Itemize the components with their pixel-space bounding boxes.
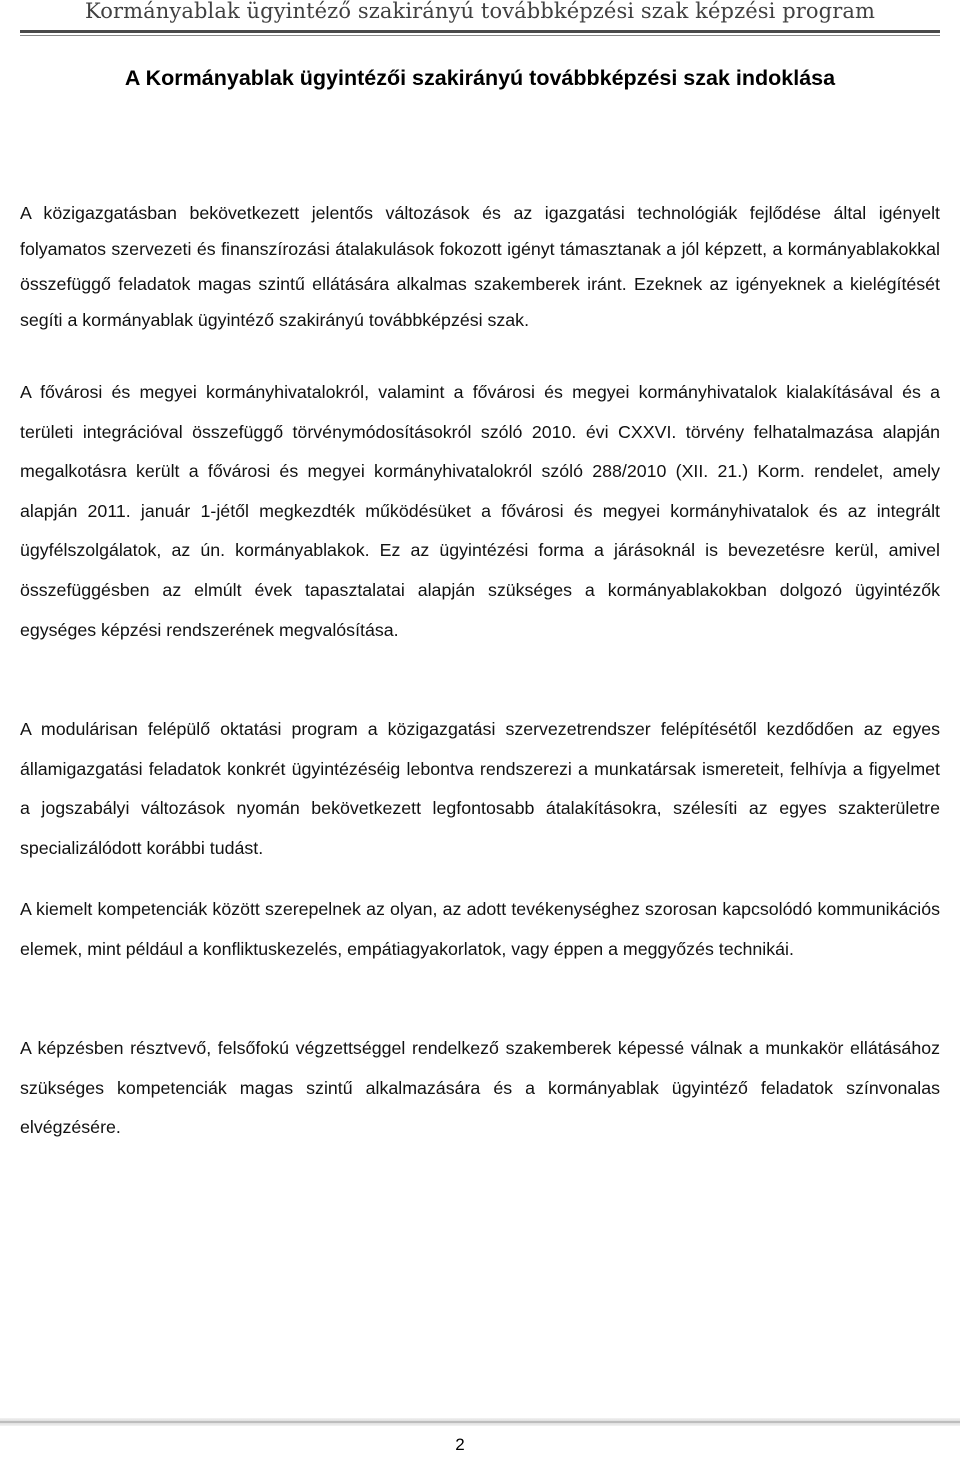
document-title: A Kormányablak ügyintézői szakirányú továbbképzési szak indoklása [124,66,836,90]
paragraph-outcomes: A képzésben résztvevő, felsőfokú végzettséggel rendelkező szakemberek képessé válnak a munkakör ellátásához szükséges kompetenciák magas szintű alkalmazására és a kormányablak ügyintéző feladatok színvonalas elvégzésére. [20,1038,940,1138]
paragraph-modular-program: A modulárisan felépülő oktatási program a közigazgatási szervezetrendszer felépítésétől kezdődően az egyes államigazgatási feladatok konkrét ügyintézéséig lebontva rendszerezi a munkatársak ismereteit, felhívja a figyelmet a jogszabályi változások nyomán bekövetkezett legfontosabb átalakításokra, szélesíti az egyes szakterületre specializálódott korábbi tudást. [20,719,940,858]
header-rule-thin [20,35,940,36]
page-number: 2 [455,1435,465,1454]
paragraph-intro: A közigazgatásban bekövetkezett jelentős változások és az igazgatási technológiák fejlődése által igényelt folyamatos szervezeti és finanszírozási átalakulások fokozott igényt támasztanak a jól képzett, a kormányablakokkal összefüggő feladatok magas szintű ellátására alkalmas szakemberek iránt. Ezeknek az igényeknek a kielégítését segíti a kormányablak ügyintéző szakirányú továbbképzési szak. [20,203,940,330]
paragraph-competencies: A kiemelt kompetenciák között szerepelnek az olyan, az adott tevékenységhez szorosan kapcsolódó kommunikációs elemek, mint például a konfliktuskezelés, empátiagyakorlatok, vagy éppen a meggyőzés technikái. [20,899,940,959]
header-rule [20,30,940,33]
footer-rule-line [0,1421,960,1423]
paragraph-legal-basis: A fővárosi és megyei kormányhivatalokról, valamint a fővárosi és megyei kormányhivatalok kialakításával és a területi integrációval összefüggő törvénymódosításokról szóló 2010. évi CXXVI. törvény felhatalmazása alapján megalkotásra került a fővárosi és megyei kormányhivatalokról szóló 288/2010 (XII. 21.) Korm. rendelet, amely alapján 2011. január 1-jétől megkezdték működésüket a fővárosi és megyei kormányhivatalok és az integrált ügyfélszolgálatok, az ún. kormányablakok. Ez az ügyintézési forma a járásoknál is bevezetésre kerül, amivel összefüggésben az elmúlt évek tapasztalatai alapján szükséges a kormányablakokban dolgozó ügyintézők egységes képzési rendszerének megvalósítása. [20,382,940,640]
running-header: Kormányablak ügyintéző szakirányú továbbképzési szak képzési program [85,0,875,23]
